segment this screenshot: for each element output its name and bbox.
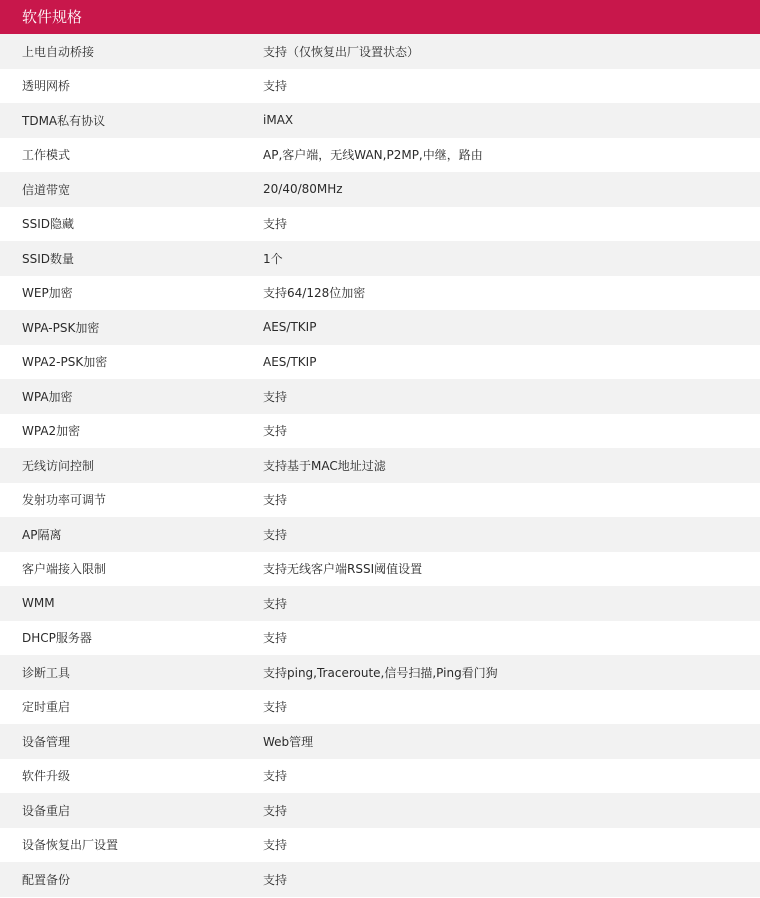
spec-name: WPA2-PSK加密 xyxy=(22,355,108,370)
spec-rows xyxy=(0,34,760,897)
spec-value: 支持 xyxy=(263,389,288,404)
spec-name: 设备管理 xyxy=(22,734,71,749)
spec-value: 支持 xyxy=(263,424,288,439)
spec-row xyxy=(0,655,760,690)
spec-name: SSID隐藏 xyxy=(22,217,75,232)
spec-row xyxy=(0,724,760,759)
section-title: 软件规格 xyxy=(0,0,760,34)
spec-name: 诊断工具 xyxy=(22,665,71,680)
spec-name: 软件升级 xyxy=(22,769,71,784)
spec-row xyxy=(0,552,760,587)
spec-row xyxy=(0,276,760,311)
spec-value: 支持 xyxy=(263,838,288,853)
spec-value: 支持 xyxy=(263,527,288,542)
spec-value: 支持 xyxy=(263,217,288,232)
spec-value: 支持（仅恢复出厂设置状态） xyxy=(263,44,420,59)
spec-value: iMAX xyxy=(263,113,294,128)
spec-name: WPA加密 xyxy=(22,389,73,404)
spec-row xyxy=(0,483,760,518)
spec-value: 支持 xyxy=(263,493,288,508)
spec-value: AES/TKIP xyxy=(263,320,317,335)
spec-row xyxy=(0,759,760,794)
spec-name: 信道带宽 xyxy=(22,182,71,197)
spec-value: 20/40/80MHz xyxy=(263,182,343,197)
spec-name: WEP加密 xyxy=(22,286,73,301)
spec-value: 支持 xyxy=(263,631,288,646)
spec-value: AP,客户端，无线WAN,P2MP,中继，路由 xyxy=(263,148,483,163)
spec-name: WPA-PSK加密 xyxy=(22,320,100,335)
spec-row xyxy=(0,828,760,863)
spec-name: 工作模式 xyxy=(22,148,71,163)
spec-value: 支持 xyxy=(263,803,288,818)
spec-row xyxy=(0,862,760,897)
spec-value: Web管理 xyxy=(263,734,314,749)
spec-row xyxy=(0,345,760,380)
spec-value: 1个 xyxy=(263,251,283,266)
spec-value: 支持基于MAC地址过滤 xyxy=(263,458,386,473)
spec-row xyxy=(0,172,760,207)
spec-name: 设备恢复出厂设置 xyxy=(22,838,119,853)
spec-name: 无线访问控制 xyxy=(22,458,95,473)
spec-name: 客户端接入限制 xyxy=(22,562,107,577)
spec-row xyxy=(0,310,760,345)
spec-name: AP隔离 xyxy=(22,527,62,542)
spec-value: 支持 xyxy=(263,872,288,887)
spec-row xyxy=(0,69,760,104)
spec-name: SSID数量 xyxy=(22,251,75,266)
spec-name: 发射功率可调节 xyxy=(22,493,107,508)
spec-row xyxy=(0,448,760,483)
spec-value: 支持 xyxy=(263,769,288,784)
spec-name: 定时重启 xyxy=(22,700,71,715)
spec-name: TDMA私有协议 xyxy=(22,113,106,128)
spec-name: 设备重启 xyxy=(22,803,71,818)
spec-name: 上电自动桥接 xyxy=(22,44,95,59)
spec-row xyxy=(0,207,760,242)
spec-name: DHCP服务器 xyxy=(22,631,92,646)
spec-value: 支持 xyxy=(263,596,288,611)
spec-name: WPA2加密 xyxy=(22,424,81,439)
spec-value: 支持 xyxy=(263,700,288,715)
spec-row xyxy=(0,241,760,276)
spec-row xyxy=(0,34,760,69)
spec-value: 支持 xyxy=(263,79,288,94)
spec-row xyxy=(0,586,760,621)
spec-row xyxy=(0,103,760,138)
spec-row xyxy=(0,621,760,656)
spec-row xyxy=(0,379,760,414)
spec-row xyxy=(0,517,760,552)
spec-row xyxy=(0,793,760,828)
spec-name: WMM xyxy=(22,596,55,611)
spec-name: 配置备份 xyxy=(22,872,71,887)
spec-row xyxy=(0,690,760,725)
spec-value: 支持64/128位加密 xyxy=(263,286,366,301)
spec-row xyxy=(0,414,760,449)
spec-value: 支持无线客户端RSSI阈值设置 xyxy=(263,562,423,577)
spec-value: AES/TKIP xyxy=(263,354,317,369)
spec-row xyxy=(0,138,760,173)
spec-name: 透明网桥 xyxy=(22,79,71,94)
spec-value: 支持ping,Traceroute,信号扫描,Ping看门狗 xyxy=(263,665,498,680)
